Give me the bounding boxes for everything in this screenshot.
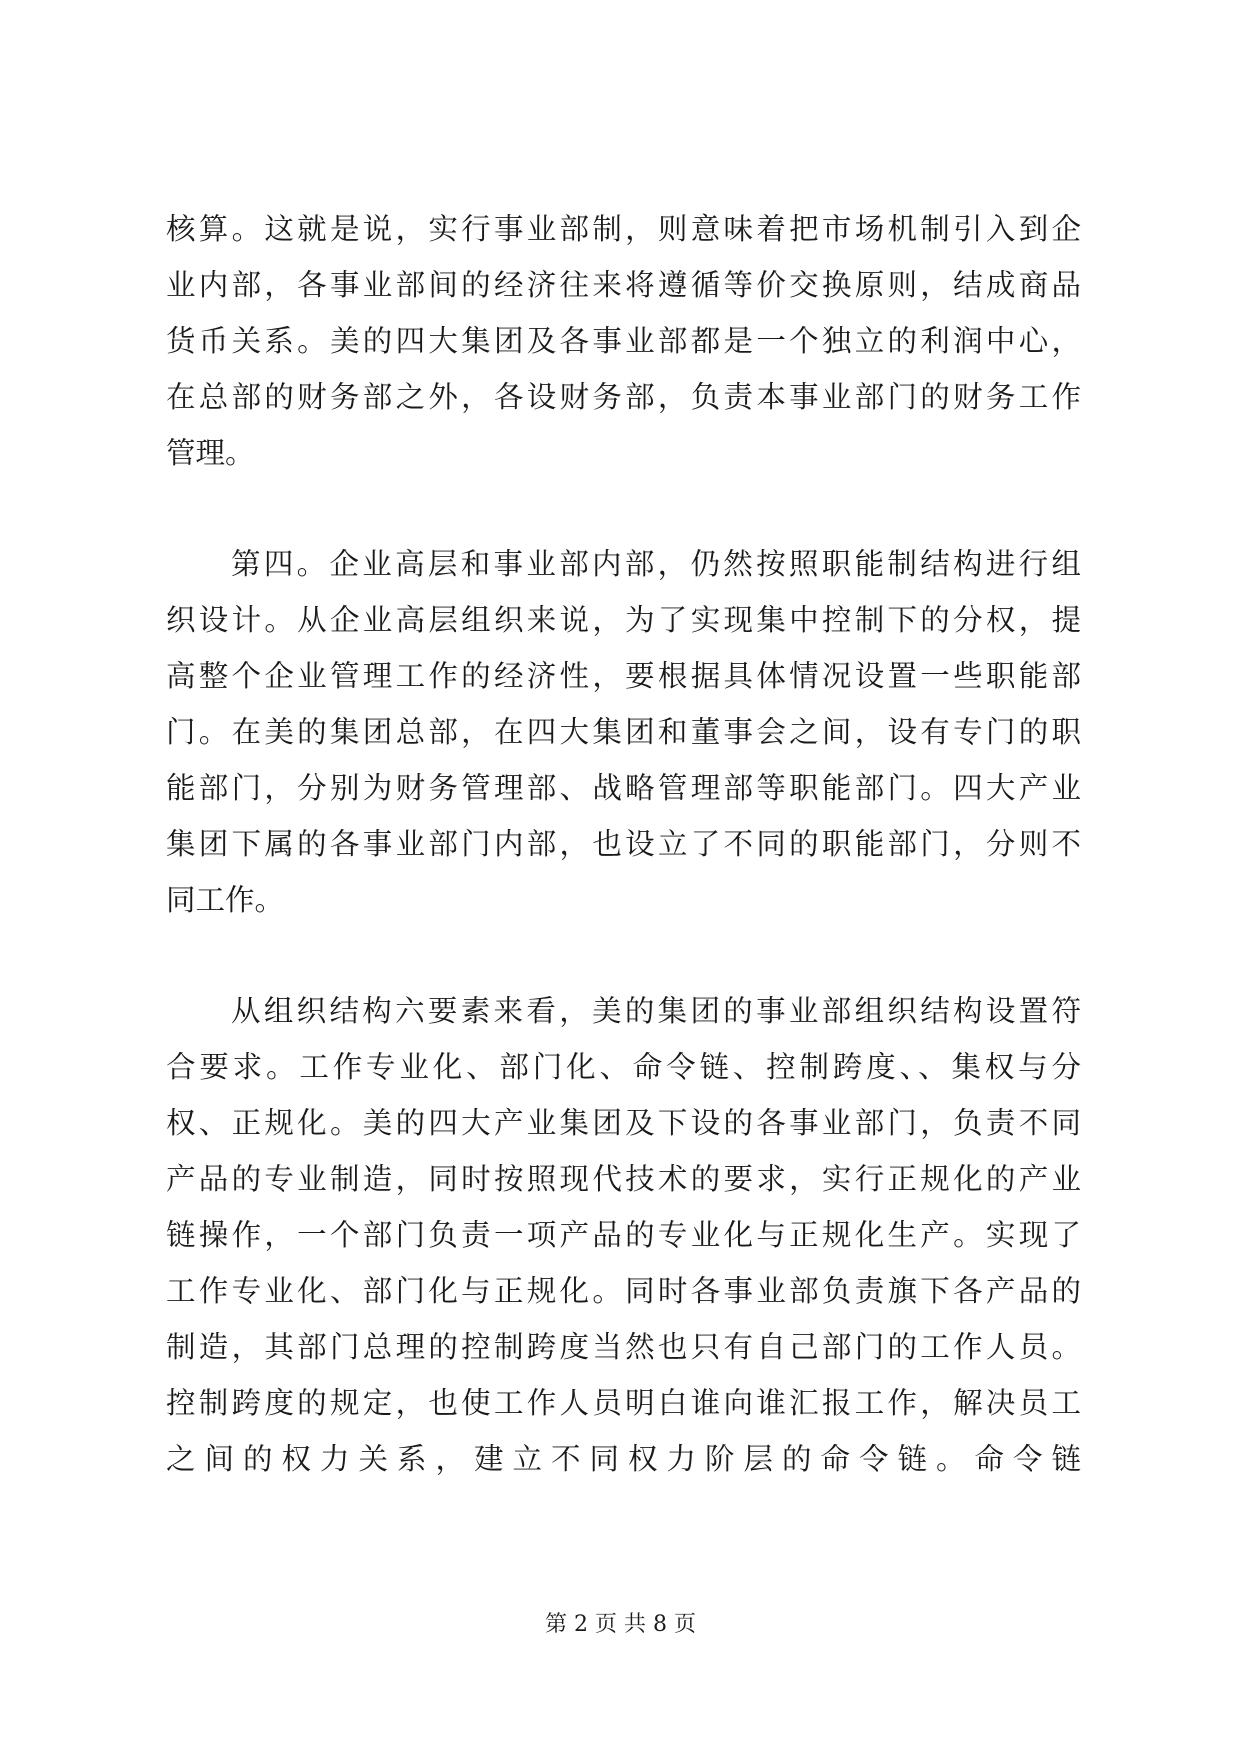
body-line: 控制跨度的规定，也使工作人员明白谁向谁汇报工作，解决员工 <box>166 1386 1081 1420</box>
body-line: 同工作。 <box>166 883 285 917</box>
paragraph-first-line: 从组织结构六要素来看，美的集团的事业部组织结构设置符 <box>231 994 1081 1028</box>
body-line: 产品的专业制造，同时按照现代技术的要求，实行正规化的产业 <box>166 1162 1081 1196</box>
paragraph-first-line: 第四。企业高层和事业部内部，仍然按照职能制结构进行组 <box>231 547 1081 581</box>
body-line: 在总部的财务部之外，各设财务部，负责本事业部门的财务工作 <box>166 380 1081 414</box>
body-line: 货币关系。美的四大集团及各事业部都是一个独立的利润中心， <box>166 324 1081 358</box>
body-line: 权、正规化。美的四大产业集团及下设的各事业部门，负责不同 <box>166 1106 1081 1140</box>
body-line: 织设计。从企业高层组织来说，为了实现集中控制下的分权，提 <box>166 603 1081 637</box>
body-line: 合要求。工作专业化、部门化、命令链、控制跨度、、集权与分 <box>166 1050 1081 1084</box>
body-line: 核算。这就是说，实行事业部制，则意味着把市场机制引入到企 <box>166 212 1081 246</box>
body-line: 集团下属的各事业部门内部，也设立了不同的职能部门，分则不 <box>166 827 1081 861</box>
page-footer <box>0 1610 1241 1640</box>
body-line: 高整个企业管理工作的经济性，要根据具体情况设置一些职能部 <box>166 659 1081 693</box>
page-number-label: 第 2 页 共 8 页 <box>545 1612 696 1637</box>
body-line: 门。在美的集团总部，在四大集团和董事会之间，设有专门的职 <box>166 715 1081 749</box>
body-line: 之间的权力关系，建立不同权力阶层的命令链。命令链 <box>166 1442 1081 1476</box>
body-line: 管理。 <box>166 436 255 470</box>
body-line: 能部门，分别为财务管理部、战略管理部等职能部门。四大产业 <box>166 771 1081 805</box>
body-line: 制造，其部门总理的控制跨度当然也只有自己部门的工作人员。 <box>166 1330 1081 1364</box>
body-line: 工作专业化、部门化与正规化。同时各事业部负责旗下各产品的 <box>166 1274 1081 1308</box>
body-line: 链操作，一个部门负责一项产品的专业化与正规化生产。实现了 <box>166 1218 1081 1252</box>
body-line: 业内部，各事业部间的经济往来将遵循等价交换原则，结成商品 <box>166 268 1081 302</box>
